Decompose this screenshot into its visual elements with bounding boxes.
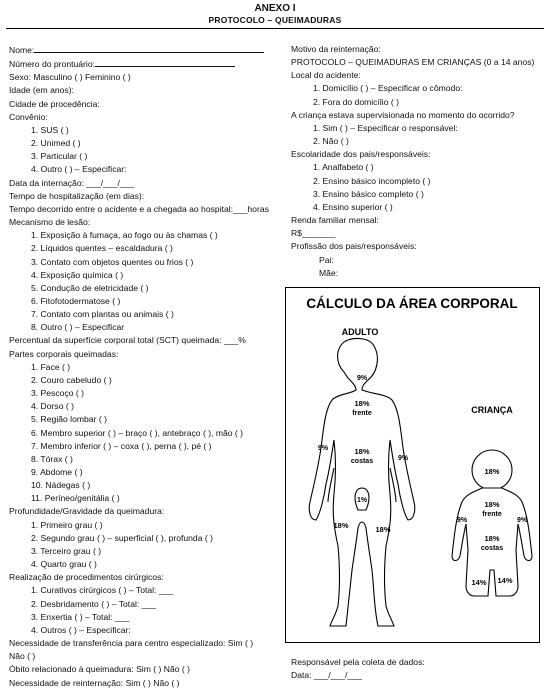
form-line-label: 2. Não ( ) <box>313 136 349 147</box>
form-line-label: Local do acidente: <box>291 70 361 81</box>
form-line-label: Convênio: <box>9 111 48 122</box>
left-form-line[interactable] <box>9 492 279 505</box>
body-area-diagram <box>285 287 540 643</box>
left-form-line[interactable] <box>9 216 279 229</box>
left-form-line[interactable] <box>9 308 279 321</box>
footer-block <box>291 656 425 682</box>
form-line-label: 6. Fitofotodermatose ( ) <box>31 295 121 306</box>
left-form-line[interactable] <box>9 242 279 255</box>
adult-front-word: frente <box>352 410 372 417</box>
form-line-label: 1. Analfabeto ( ) <box>313 162 374 173</box>
left-form-line[interactable] <box>9 348 279 361</box>
form-line-label: 2. Unimed ( ) <box>31 138 81 149</box>
form-line-label: Necessidade de transferência para centro especializado: Sim ( ) <box>9 638 254 649</box>
left-form-line[interactable] <box>9 321 279 334</box>
form-line-label: Idade (em anos): <box>9 85 74 96</box>
form-line-label: Realização de procedimentos cirúrgicos: <box>9 572 164 583</box>
right-form-line[interactable] <box>291 240 547 253</box>
form-line-label: 2. Líquidos quentes – escaldadura ( ) <box>31 243 173 254</box>
left-form-line[interactable] <box>9 295 279 308</box>
left-form-line[interactable] <box>9 374 279 387</box>
form-line-label: 5. Região lombar ( ) <box>31 414 107 425</box>
left-form-line[interactable] <box>9 229 279 242</box>
left-form-line[interactable] <box>9 43 279 57</box>
form-line-label: Pai: <box>319 254 334 265</box>
form-line-label: 2. Desbridamento ( ) – Total: ___ <box>31 598 156 609</box>
left-column-form <box>9 43 279 690</box>
left-form-line[interactable] <box>9 413 279 426</box>
right-form-line[interactable] <box>291 96 547 109</box>
left-form-line[interactable] <box>9 98 279 111</box>
left-form-line[interactable] <box>9 677 279 690</box>
left-form-line[interactable] <box>9 163 279 176</box>
form-line-label: 1. SUS ( ) <box>31 124 69 135</box>
form-line-label: Motivo da reinternação: <box>291 44 381 54</box>
blank-fill-line[interactable] <box>34 43 264 53</box>
child-right-arm-pct: 9% <box>516 517 528 524</box>
right-form-line[interactable] <box>291 214 547 227</box>
form-line-label: 3. Enxertia ( ) – Total: ___ <box>31 611 130 622</box>
form-line-label: 2. Segundo grau ( ) – superficial ( ), profunda ( ) <box>31 532 213 543</box>
form-line-label: A criança estava supervisionada no momento do ocorrido? <box>291 109 515 120</box>
form-line-label: Data da internação: ___/___/___ <box>9 177 135 188</box>
form-line-label: Óbito relacionado à queimadura: Sim ( ) Não ( ) <box>9 664 191 675</box>
form-line-label: Não ( ) <box>9 651 36 662</box>
form-line-label: 1. Curativos cirúrgicos ( ) – Total: ___ <box>31 585 174 596</box>
left-form-line[interactable] <box>9 190 279 203</box>
left-form-line[interactable] <box>9 611 279 624</box>
form-line-label: 4. Dorso ( ) <box>31 401 74 412</box>
adult-head-pct: 9% <box>356 375 368 382</box>
form-line-label: PROTOCOLO – QUEIMADURAS EM CRIANÇAS (0 a 14 anos) <box>291 57 535 68</box>
form-line-label: 2. Fora do domicílio ( ) <box>313 96 399 107</box>
right-form-line[interactable] <box>291 254 547 267</box>
right-form-line[interactable] <box>291 82 547 95</box>
annex-label: ANEXO I <box>254 3 296 14</box>
adult-left-leg-pct: 18% <box>333 521 349 530</box>
adult-left-arm-pct: 9% <box>317 445 329 452</box>
child-left-leg-pct: 14% <box>471 578 487 587</box>
form-line-label: 10. Nádegas ( ) <box>31 480 91 491</box>
left-form-line[interactable] <box>9 505 279 518</box>
form-line-label: 3. Contato com objetos quentes ou frios ( ) <box>31 256 194 267</box>
blank-fill-line[interactable] <box>95 57 235 67</box>
form-line-label: 1. Primeiro grau ( ) <box>31 519 103 530</box>
form-line-label: R$_______ <box>291 228 336 239</box>
form-line-label: Número do prontuário: <box>9 59 95 70</box>
left-form-line[interactable] <box>9 150 279 163</box>
form-line-label: Cidade de procedência: <box>9 98 100 109</box>
form-line-label: Profundidade/Gravidade da queimadura: <box>9 506 165 517</box>
form-line-label: 1. Sim ( ) – Especificar o responsável: <box>313 122 458 133</box>
form-line-label: 1. Exposição à fumaça, ao fogo ou às chamas ( ) <box>31 230 218 241</box>
left-form-line[interactable] <box>9 334 279 347</box>
left-form-line[interactable] <box>9 598 279 611</box>
right-form-line[interactable] <box>291 188 547 201</box>
left-form-line[interactable] <box>9 427 279 440</box>
left-form-line[interactable] <box>9 584 279 597</box>
right-form-line[interactable] <box>291 43 547 56</box>
form-line-label: 3. Ensino básico completo ( ) <box>313 188 424 199</box>
form-line-label: 3. Particular ( ) <box>31 151 88 162</box>
child-label: CRIANÇA <box>471 405 513 415</box>
form-line-label: Sexo: Masculino ( ) Feminino ( ) <box>9 72 131 83</box>
form-line-label: 4. Outros ( ) – Especificar: <box>31 624 131 635</box>
left-form-line[interactable] <box>9 466 279 479</box>
child-front-word: frente <box>482 511 502 518</box>
adult-perineum-pct: 1% <box>356 497 368 504</box>
right-form-line[interactable] <box>291 227 547 240</box>
form-line-label: 4. Exposição química ( ) <box>31 269 124 280</box>
form-line-label: 1. Face ( ) <box>31 361 71 372</box>
left-form-line[interactable] <box>9 111 279 124</box>
form-line-label: 4. Outro ( ) – Especificar: <box>31 164 127 175</box>
adult-label: ADULTO <box>341 327 379 337</box>
form-line-label: 2. Ensino básico incompleto ( ) <box>313 175 431 186</box>
left-form-line[interactable] <box>9 479 279 492</box>
left-form-line[interactable] <box>9 400 279 413</box>
left-form-line[interactable] <box>9 269 279 282</box>
left-form-line[interactable] <box>9 650 279 663</box>
child-back-word: costas <box>480 545 504 552</box>
left-form-line[interactable] <box>9 387 279 400</box>
form-line-label: 9. Abdome ( ) <box>31 467 83 477</box>
left-form-line[interactable] <box>9 519 279 532</box>
left-form-line[interactable] <box>9 453 279 466</box>
right-form-line[interactable] <box>291 161 547 174</box>
left-form-line[interactable] <box>9 440 279 453</box>
form-line-label: 3. Pescoço ( ) <box>31 388 85 399</box>
right-form-line[interactable] <box>291 148 547 161</box>
right-form-line[interactable] <box>291 267 547 280</box>
collection-date-field[interactable]: Data: ___/___/___ <box>291 670 362 680</box>
form-line-label: 11. Períneo/genitália ( ) <box>31 493 120 504</box>
form-line-label: Percentual da superfície corporal total (SCT) queimada: ___% <box>9 335 246 346</box>
form-line-label: 7. Contato com plantas ou animais ( ) <box>31 309 174 320</box>
left-form-line[interactable] <box>9 282 279 295</box>
left-form-line[interactable] <box>9 532 279 545</box>
child-front-pct: 18% <box>484 500 500 509</box>
data-collector-field[interactable]: Responsável pela coleta de dados: <box>291 657 425 667</box>
child-head-pct: 18% <box>484 467 500 476</box>
right-column-form <box>291 43 547 280</box>
form-line-label: 1. Domicílio ( ) – Especificar o cômodo: <box>313 83 463 94</box>
form-line-label: Nome: <box>9 45 35 55</box>
left-form-line[interactable] <box>9 124 279 137</box>
form-line-label: Mecanismo de lesão: <box>9 217 91 228</box>
left-form-line[interactable] <box>9 137 279 150</box>
left-form-line[interactable] <box>9 571 279 584</box>
adult-front-pct: 18% <box>354 399 370 408</box>
form-line-label: 4. Ensino superior ( ) <box>313 201 393 212</box>
right-form-line[interactable] <box>291 135 547 148</box>
form-line-label: 5. Condução de eletricidade ( ) <box>31 282 149 293</box>
document-title: PROTOCOLO – QUEIMADURAS <box>208 15 342 25</box>
adult-back-word: costas <box>350 458 374 465</box>
adult-right-leg-pct: 18% <box>375 525 391 534</box>
header-divider <box>6 28 544 29</box>
form-line-label: 3. Terceiro grau ( ) <box>31 545 102 556</box>
form-line-label: Renda familiar mensal: <box>291 215 379 226</box>
diagram-title: CÁLCULO DA ÁREA CORPORAL <box>306 296 518 311</box>
form-line-label: Profissão dos pais/responsáveis: <box>291 241 417 252</box>
right-form-line[interactable] <box>291 56 547 69</box>
left-form-line[interactable] <box>9 624 279 637</box>
form-line-label: Tempo decorrido entre o acidente e a chegada ao hospital:___horas <box>9 203 269 214</box>
left-form-line[interactable] <box>9 361 279 374</box>
child-left-arm-pct: 9% <box>456 517 468 524</box>
form-line-label: Mãe: <box>319 267 339 278</box>
form-line-label: Escolaridade dos pais/responsáveis: <box>291 149 431 160</box>
right-form-line[interactable] <box>291 201 547 214</box>
left-form-line[interactable] <box>9 256 279 269</box>
child-back-pct: 18% <box>484 534 500 543</box>
right-form-line[interactable] <box>291 175 547 188</box>
form-line-label: 8. Tórax ( ) <box>31 453 73 464</box>
child-right-leg-pct: 14% <box>497 576 513 585</box>
adult-right-arm-pct: 9% <box>397 455 409 462</box>
left-form-line[interactable] <box>9 71 279 84</box>
form-line-label: 8. Outro ( ) – Especificar <box>31 322 125 333</box>
form-line-label: Tempo de hospitalização (em dias): <box>9 190 145 201</box>
form-line-label: 2. Couro cabeludo ( ) <box>31 374 112 385</box>
form-line-label: 4. Quarto grau ( ) <box>31 559 97 570</box>
left-form-line[interactable] <box>9 57 279 71</box>
left-form-line[interactable] <box>9 203 279 216</box>
left-form-line[interactable] <box>9 545 279 558</box>
left-form-line[interactable] <box>9 177 279 190</box>
adult-back-pct: 18% <box>354 447 370 456</box>
form-line-label: 7. Membro inferior ( ) – coxa ( ), perna ( ), pé ( ) <box>31 440 212 451</box>
form-line-label: 6. Membro superior ( ) – braço ( ), antebraço ( ), mão ( ) <box>31 427 244 438</box>
left-form-line[interactable] <box>9 558 279 571</box>
form-line-label: Necessidade de reinternação: Sim ( ) Não ( ) <box>9 677 180 688</box>
left-form-line[interactable] <box>9 84 279 97</box>
right-form-line[interactable] <box>291 109 547 122</box>
form-line-label: Partes corporais queimadas: <box>9 348 119 359</box>
right-form-line[interactable] <box>291 122 547 135</box>
right-form-line[interactable] <box>291 69 547 82</box>
left-form-line[interactable] <box>9 663 279 676</box>
left-form-line[interactable] <box>9 637 279 650</box>
